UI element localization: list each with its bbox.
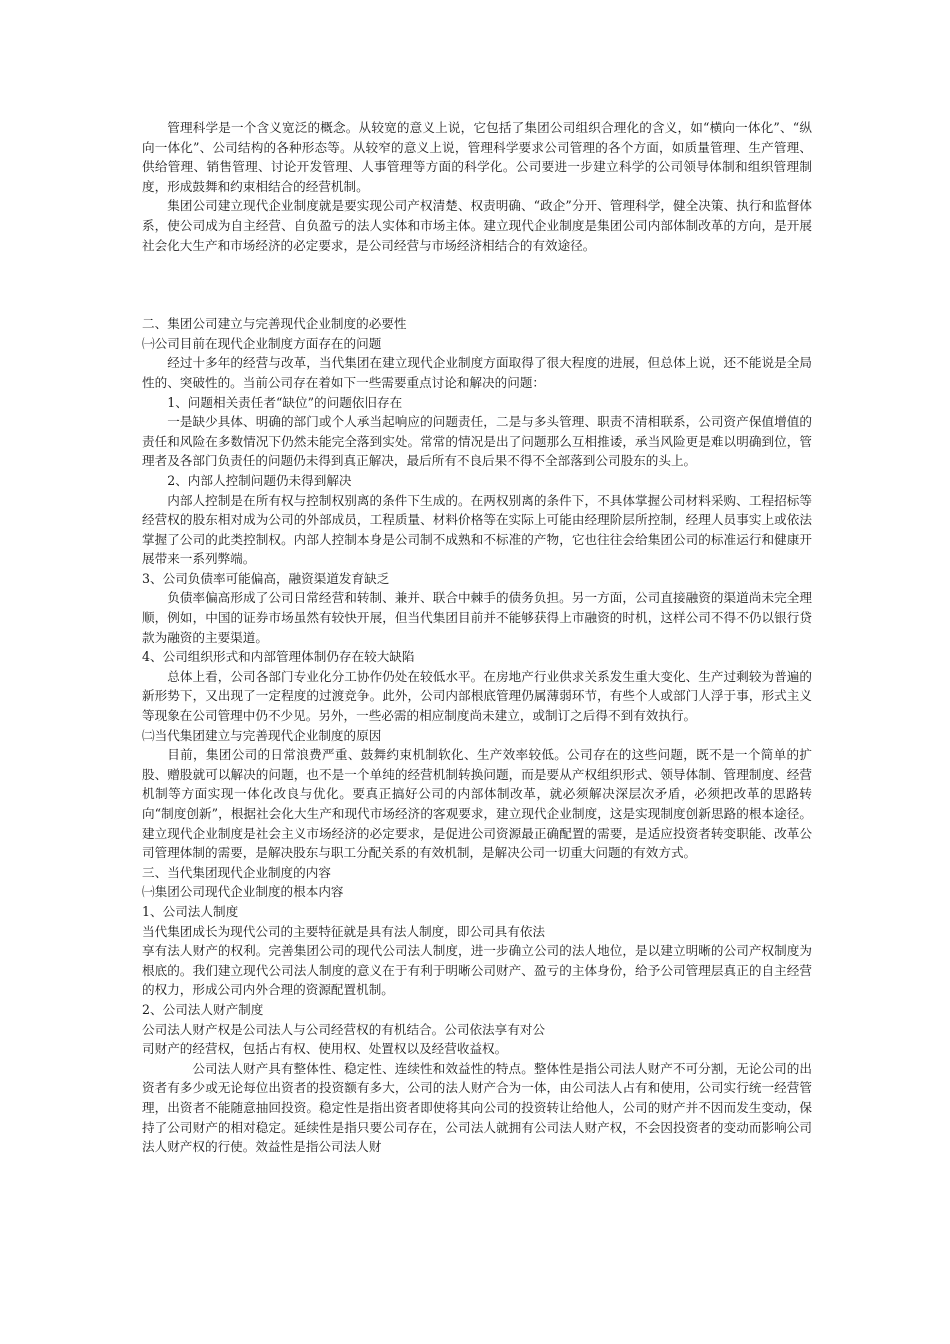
subsection-heading: ㈠公司目前在现代企业制度方面存在的问题	[142, 335, 382, 351]
item-heading: 4、公司组织形式和内部管理体制仍存在较大缺陷	[142, 649, 415, 665]
paragraph: 目前，集团公司的日常浪费严重、鼓舞约束机制软化、生产效率较低。公司存在的这些问题，既不是一个简单的扩股、赠股就可以解决的问题，也不是一个单纯的经营机制转换问题，而是要从产权组织形式、领导体制、管理制度、经营机制等方面实现一体化改良与优化。要真正搞好公司的内部体制改革，就必须解决深层次矛盾，必须把改革的思路转向“制度创新”，根据社会化大生产和现代市场经济的客观要求，建立现代企业制度，这是实现制度创新思路的根本途径。建立现代企业制度是社会主义市场经济的必定要求，是促进公司资源最正确配置的需要，是适应投资者转变职能、改革公司管理体制的需要，是解决股东与职工分配关系的有效机制，是解决公司一切重大问题的有效方式。	[142, 747, 812, 861]
paragraph: 管理科学是一个含义宽泛的概念。从较宽的意义上说，它包括了集团公司组织合理化的含义，如“横向一体化”、“纵向一体化”、公司结构的各种形态等。从较窄的意义上说，管理科学要求公司管理的各个方面，如质量管理、生产管理、供给管理、销售管理、讨论开发管理、人事管理等方面的科学化。公司要进一步建立科学的公司领导体制和组织管理制度，形成鼓舞和约束相结合的经营机制。	[142, 120, 812, 194]
paragraph: 一是缺少具体、明确的部门或个人承当起响应的问题责任，二是与多头管理、职责不清相联系，公司资产保值增值的责任和风险在多数情况下仍然未能完全落到实处。常常的情况是出了问题那么互相推诿，承当风险更是难以明确到位，管理者及各部门负责任的问题仍未得到真正解决，最后所有不良后果不得不全部落到公司股东的头上。	[142, 414, 812, 469]
paragraph: 集团公司建立现代企业制度就是要实现公司产权清楚、权责明确、“政企”分开、管理科学，健全决策、执行和监督体系，使公司成为自主经营、自负盈亏的法人实体和市场主体。建立现代企业制度是集团公司内部体制改革的方向，是开展社会化大生产和市场经济的必定要求，是公司经营与市场经济相结合的有效途径。	[142, 198, 812, 253]
item-heading: 3、公司负债率可能偏高，融资渠道发育缺乏	[142, 570, 390, 586]
paragraph-line: 公司法人财产权是公司法人与公司经营权的有机结合。公司依法享有对公	[142, 1021, 545, 1037]
paragraph: 经过十多年的经营与改革，当代集团在建立现代企业制度方面取得了很大程度的进展，但总体上说，还不能说是全局性的、突破性的。当前公司存在着如下一些需要重点讨论和解决的问题：	[142, 355, 812, 390]
section-heading: 二、集团公司建立与完善现代企业制度的必要性	[142, 316, 407, 332]
item-heading: 2、内部人控制问题仍未得到解决	[167, 472, 352, 488]
subsection-heading: ㈠集团公司现代企业制度的根本内容	[142, 884, 344, 900]
document-page	[142, 118, 812, 1157]
section-heading: 三、当代集团现代企业制度的内容	[142, 864, 331, 880]
paragraph: 负债率偏高形成了公司日常经营和转制、兼并、联合中棘手的债务负担。另一方面，公司直接融资的渠道尚未完全理顺，例如，中国的证券市场虽然有较快开展，但当代集团目前并不能够获得上市融资的时机，这样公司不得不仍以银行贷款为融资的主要渠道。	[142, 590, 812, 645]
item-heading: 1、公司法人制度	[142, 903, 239, 919]
section-gap	[142, 255, 812, 314]
paragraph: 内部人控制是在所有权与控制权别离的条件下生成的。在两权别离的条件下，不具体掌握公司材料采购、工程招标等经营权的股东相对成为公司的外部成员，工程质量、材料价格等在实际上可能由经理阶层所控制，经理人员事实上或依法掌握了公司的此类控制权。内部人控制本身是公司制不成熟和不标准的产物，它也往往会给集团公司的标准运行和健康开展带来一系列弊端。	[142, 492, 812, 567]
item-heading: 2、公司法人财产制度	[142, 1001, 264, 1017]
paragraph-line: 司财产的经营权，包括占有权、使用权、处置权以及经营收益权。	[142, 1041, 508, 1057]
paragraph: 享有法人财产的权利。完善集团公司的现代公司法人制度，进一步确立公司的法人地位，是以建立明晰的公司产权制度为根底的。我们建立现代公司法人制度的意义在于有利于明晰公司财产、盈亏的主体身份，给予公司管理层真正的自主经营的权力，形成公司内外合理的资源配置机制。	[142, 943, 812, 998]
subsection-heading: ㈡当代集团建立与完善现代企业制度的原因	[142, 727, 382, 743]
paragraph-line: 当代集团成长为现代公司的主要特征就是具有法人制度，即公司具有依法	[142, 923, 545, 939]
paragraph: 公司法人财产具有整体性、稳定性、连续性和效益性的特点。整体性是指公司法人财产不可分割，无论公司的出资者有多少或无论每位出资者的投资额有多大，公司的法人财产合为一体，由公司法人占有和使用，公司实行统一经营管理，出资者不能随意抽回投资。稳定性是指出资者即使将其向公司的投资转让给他人，公司的财产并不因而发生变动，保持了公司财产的相对稳定。延续性是指只要公司存在，公司法人就拥有公司法人财产权，不会因投资者的变动而影响公司法人财产权的行使。效益性是指公司法人财	[142, 1060, 812, 1155]
paragraph: 总体上看，公司各部门专业化分工协作仍处在较低水平。在房地产行业供求关系发生重大变化、生产过剩较为普遍的新形势下，又出现了一定程度的过渡竞争。此外，公司内部根底管理仍属薄弱环节，有些个人或部门人浮于事，形式主义等现象在公司管理中仍不少见。另外，一些必需的相应制度尚未建立，或制订之后得不到有效执行。	[142, 668, 812, 724]
item-heading: 1、问题相关责任者“缺位”的问题依旧存在	[167, 394, 403, 410]
